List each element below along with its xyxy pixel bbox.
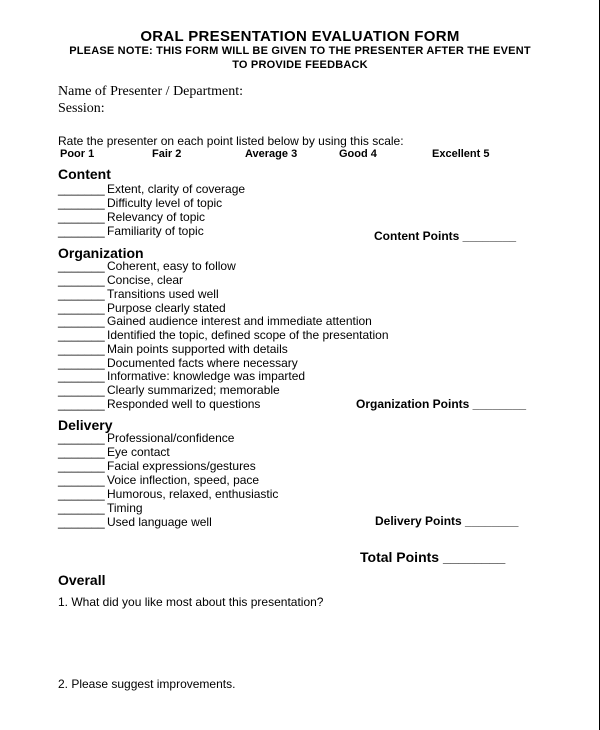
rating-blank[interactable]: _______	[58, 259, 105, 273]
content-points[interactable]: Content Points ________	[374, 229, 517, 243]
organization-item: Identified the topic, defined scope of the presentation	[107, 328, 389, 342]
organization-points[interactable]: Organization Points ________	[356, 397, 527, 411]
organization-item: Clearly summarized; memorable	[107, 383, 280, 397]
form-note-line2: TO PROVIDE FEEDBACK	[232, 59, 368, 71]
delivery-item: Eye contact	[107, 445, 170, 459]
organization-heading: Organization	[58, 245, 144, 261]
organization-item: Gained audience interest and immediate attention	[107, 314, 372, 328]
delivery-item: Professional/confidence	[107, 431, 235, 445]
organization-item: Purpose clearly stated	[107, 301, 226, 315]
scale-level-average: Average 3	[245, 148, 298, 160]
delivery-heading: Delivery	[58, 417, 113, 433]
delivery-item: Humorous, relaxed, enthusiastic	[107, 487, 279, 501]
content-item: Difficulty level of topic	[107, 196, 223, 210]
scale-level-poor: Poor 1	[60, 148, 95, 160]
rating-blank[interactable]: _______	[58, 314, 105, 328]
rating-blank[interactable]: _______	[58, 397, 105, 411]
delivery-item: Used language well	[107, 515, 212, 529]
rating-blank[interactable]: _______	[58, 515, 105, 529]
rating-blank[interactable]: _______	[58, 459, 105, 473]
session-field-label: Session:	[58, 101, 105, 116]
rating-blank[interactable]: _______	[58, 196, 105, 210]
rating-blank[interactable]: _______	[58, 328, 105, 342]
delivery-points[interactable]: Delivery Points ________	[375, 514, 519, 528]
rating-blank[interactable]: _______	[58, 210, 105, 224]
rating-blank[interactable]: _______	[58, 369, 105, 383]
scale-level-excellent: Excellent 5	[432, 148, 490, 160]
scale-level-fair: Fair 2	[152, 148, 182, 160]
organization-item: Coherent, easy to follow	[107, 259, 236, 273]
organization-item: Responded well to questions	[107, 397, 261, 411]
overall-question-1: 1. What did you like most about this presentation?	[58, 595, 324, 609]
rating-blank[interactable]: _______	[58, 224, 105, 238]
delivery-item: Timing	[107, 501, 143, 515]
rating-blank[interactable]: _______	[58, 473, 105, 487]
delivery-item: Facial expressions/gestures	[107, 459, 256, 473]
delivery-item: Voice inflection, speed, pace	[107, 473, 260, 487]
organization-item: Transitions used well	[107, 287, 219, 301]
rating-blank[interactable]: _______	[58, 182, 105, 196]
overall-heading: Overall	[58, 572, 106, 588]
overall-question-2: 2. Please suggest improvements.	[58, 677, 236, 691]
scale-level-good: Good 4	[339, 148, 377, 160]
content-item: Extent, clarity of coverage	[107, 182, 246, 196]
organization-item: Documented facts where necessary	[107, 356, 298, 370]
rating-blank[interactable]: _______	[58, 445, 105, 459]
rating-blank[interactable]: _______	[58, 342, 105, 356]
scale-instruction: Rate the presenter on each point listed below by using this scale:	[58, 134, 404, 148]
form-title: ORAL PRESENTATION EVALUATION FORM	[140, 28, 460, 45]
rating-blank[interactable]: _______	[58, 273, 105, 287]
organization-item: Main points supported with details	[107, 342, 288, 356]
rating-blank[interactable]: _______	[58, 356, 105, 370]
content-heading: Content	[58, 166, 111, 182]
total-points[interactable]: Total Points ________	[360, 549, 506, 565]
rating-blank[interactable]: _______	[58, 431, 105, 445]
rating-blank[interactable]: _______	[58, 301, 105, 315]
rating-blank[interactable]: _______	[58, 383, 105, 397]
organization-item: Concise, clear	[107, 273, 184, 287]
form-note-line1: PLEASE NOTE: THIS FORM WILL BE GIVEN TO THE PRESENTER AFTER THE EVENT	[69, 45, 531, 57]
organization-item: Informative: knowledge was imparted	[107, 369, 306, 383]
rating-blank[interactable]: _______	[58, 287, 105, 301]
rating-blank[interactable]: _______	[58, 487, 105, 501]
presenter-field-label: Name of Presenter / Department:	[58, 84, 244, 99]
content-item: Familiarity of topic	[107, 224, 204, 238]
rating-blank[interactable]: _______	[58, 501, 105, 515]
content-item: Relevancy of topic	[107, 210, 206, 224]
